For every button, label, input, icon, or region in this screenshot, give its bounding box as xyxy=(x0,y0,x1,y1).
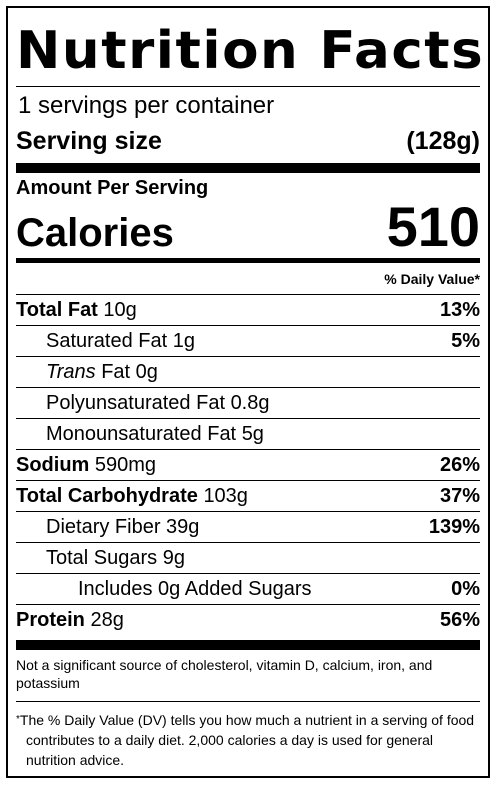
nutrient-row-total-carbohydrate xyxy=(16,480,480,511)
nutrient-amount: 0.8g xyxy=(230,392,270,414)
nutrient-row-monounsaturated-fat xyxy=(16,418,480,449)
footnote-star: * xyxy=(16,714,20,725)
calories-value: 510 xyxy=(386,195,480,258)
nutrient-row-saturated-fat xyxy=(16,325,480,356)
medium-divider xyxy=(16,258,480,263)
nutrient-row-sodium xyxy=(16,449,480,480)
nutrient-name: Includes 0g Added Sugars xyxy=(78,578,312,600)
nutrient-row-total-fat xyxy=(16,294,480,325)
footnote-not-significant: Not a significant source of cholesterol, vitamin D, calcium, iron, and potassium xyxy=(16,657,433,691)
nutrient-name: Dietary Fiber xyxy=(46,516,161,538)
label-title: Nutrition Facts xyxy=(16,21,485,81)
nutrient-name: Protein xyxy=(16,609,85,631)
nutrient-list xyxy=(16,294,480,635)
nutrient-row-polyunsaturated-fat xyxy=(16,387,480,418)
nutrient-row-added-sugars xyxy=(16,573,480,604)
calories-row xyxy=(16,194,480,259)
nutrient-amount: 0g xyxy=(135,361,158,383)
nutrient-dv: 26% xyxy=(439,454,480,476)
nutrient-name: Total Sugars xyxy=(46,547,158,569)
nutrient-dv: 56% xyxy=(439,609,480,631)
nutrient-amount: 9g xyxy=(162,547,185,569)
calories-label: Calories xyxy=(16,211,174,255)
serving-size-row xyxy=(16,124,480,158)
nutrient-row-trans-fat xyxy=(16,356,480,387)
nutrient-amount: 103g xyxy=(203,485,248,507)
divider xyxy=(16,86,480,87)
nutrient-name: Monounsaturated Fat xyxy=(46,423,237,445)
nutrient-name: Fat xyxy=(101,361,131,383)
footnote-daily-value-text: The % Daily Value (DV) tells you how much a nutrient in a serving of food contributes to a daily diet. 2,000 calories a day is used for general nutrition advice. xyxy=(19,712,475,768)
daily-value-header: % Daily Value* xyxy=(384,271,480,287)
nutrient-amount: 5g xyxy=(241,423,264,445)
nutrient-dv: 13% xyxy=(439,299,480,321)
nutrient-amount: 10g xyxy=(103,299,137,321)
nutrient-name: Sodium xyxy=(16,454,90,476)
nutrient-dv: 139% xyxy=(428,516,480,538)
nutrient-name: Total Fat xyxy=(16,299,98,321)
nutrient-amount: 39g xyxy=(166,516,200,538)
footnote-daily-value xyxy=(16,710,480,770)
nutrition-facts-label xyxy=(6,6,490,778)
nutrient-amount: 590mg xyxy=(94,454,157,476)
serving-size-value: (128g) xyxy=(406,127,480,155)
nutrient-dv: 0% xyxy=(451,578,480,600)
servings-per-container: 1 servings per container xyxy=(18,92,275,119)
amount-per-serving: Amount Per Serving xyxy=(16,177,209,199)
nutrient-row-protein xyxy=(16,604,480,635)
nutrient-name: Polyunsaturated Fat xyxy=(46,392,225,414)
nutrient-dv: 37% xyxy=(439,485,480,507)
nutrient-name: Saturated Fat xyxy=(46,330,168,352)
thick-divider xyxy=(16,163,480,173)
nutrient-row-total-sugars xyxy=(16,542,480,573)
thick-divider-bottom xyxy=(16,640,480,650)
nutrient-amount: 1g xyxy=(172,330,195,352)
nutrient-name: Total Carbohydrate xyxy=(16,485,198,507)
nutrient-dv: 5% xyxy=(451,330,480,352)
divider xyxy=(16,701,480,702)
nutrient-row-dietary-fiber xyxy=(16,511,480,542)
nutrient-name-italic: Trans xyxy=(46,361,96,383)
serving-size-label: Serving size xyxy=(16,127,162,155)
nutrient-amount: 28g xyxy=(90,609,124,631)
